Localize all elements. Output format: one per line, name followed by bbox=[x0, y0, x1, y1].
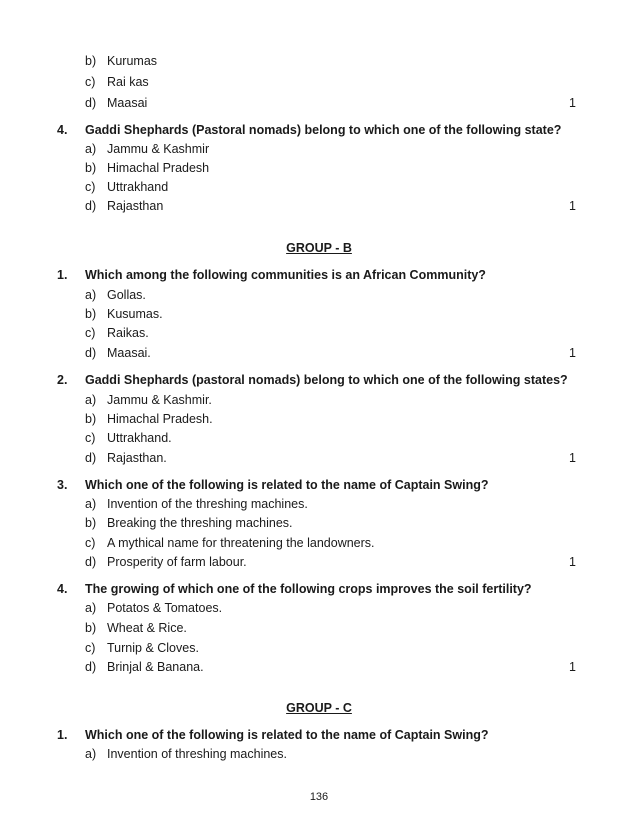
option-text: Rai kas bbox=[107, 75, 149, 89]
option-letter: a) bbox=[85, 497, 97, 511]
question-text: Which one of the following is related to the name of Captain Swing? bbox=[85, 728, 489, 742]
option-letter: b) bbox=[85, 412, 97, 426]
option-letter: d) bbox=[85, 555, 97, 569]
question-text: Which one of the following is related to the name of Captain Swing? bbox=[85, 478, 489, 492]
option-letter: a) bbox=[85, 288, 97, 302]
option-text: Raikas. bbox=[107, 326, 149, 340]
marks-value: 1 bbox=[569, 199, 576, 213]
option-letter: c) bbox=[85, 180, 96, 194]
option-text: Uttrakhand. bbox=[107, 431, 172, 445]
option-letter: a) bbox=[85, 393, 97, 407]
option-text: Uttrakhand bbox=[107, 180, 169, 194]
option-text: Himachal Pradesh bbox=[107, 161, 210, 175]
option-letter: c) bbox=[85, 431, 96, 445]
question-text: The growing of which one of the following crops improves the soil fertility? bbox=[85, 582, 532, 596]
option-letter: b) bbox=[85, 621, 97, 635]
option-letter: d) bbox=[85, 346, 97, 360]
option-letter: b) bbox=[85, 307, 97, 321]
option-text: Turnip & Cloves. bbox=[107, 641, 199, 655]
option-text: Rajasthan bbox=[107, 199, 164, 213]
option-letter: a) bbox=[85, 142, 97, 156]
option-text: Breaking the threshing machines. bbox=[107, 516, 293, 530]
section-heading: GROUP - C bbox=[286, 701, 352, 715]
option-text: Kusumas. bbox=[107, 307, 163, 321]
option-letter: c) bbox=[85, 326, 96, 340]
question-text: Which among the following communities is an African Community? bbox=[85, 268, 486, 282]
question-number: 3. bbox=[57, 478, 68, 492]
option-text: Kurumas bbox=[107, 54, 158, 68]
question-number: 1. bbox=[57, 728, 68, 742]
option-letter: d) bbox=[85, 96, 97, 110]
option-text: Invention of threshing machines. bbox=[107, 747, 287, 761]
marks-value: 1 bbox=[569, 346, 576, 360]
page-number: 136 bbox=[309, 791, 329, 803]
question-number: 2. bbox=[57, 373, 68, 387]
option-letter: d) bbox=[85, 199, 97, 213]
option-text: Gollas. bbox=[107, 288, 146, 302]
option-letter: d) bbox=[85, 660, 97, 674]
question-number: 1. bbox=[57, 268, 68, 282]
option-letter: b) bbox=[85, 54, 97, 68]
option-letter: d) bbox=[85, 451, 97, 465]
marks-value: 1 bbox=[569, 96, 576, 110]
option-text: Wheat & Rice. bbox=[107, 621, 187, 635]
option-text: A mythical name for threatening the landowners. bbox=[107, 536, 375, 550]
option-letter: a) bbox=[85, 601, 97, 615]
option-text: Invention of the threshing machines. bbox=[107, 497, 308, 511]
option-text: Potatos & Tomatoes. bbox=[107, 601, 223, 615]
option-text: Jammu & Kashmir. bbox=[107, 393, 212, 407]
question-number: 4. bbox=[57, 123, 68, 137]
question-number: 4. bbox=[57, 582, 68, 596]
question-text: Gaddi Shephards (pastoral nomads) belong to which one of the following states? bbox=[85, 373, 568, 387]
option-letter: c) bbox=[85, 536, 96, 550]
marks-value: 1 bbox=[569, 660, 576, 674]
option-text: Brinjal & Banana. bbox=[107, 660, 204, 674]
option-text: Jammu & Kashmir bbox=[107, 142, 210, 156]
marks-value: 1 bbox=[569, 451, 576, 465]
option-text: Prosperity of farm labour. bbox=[107, 555, 247, 569]
option-text: Rajasthan. bbox=[107, 451, 167, 465]
option-letter: a) bbox=[85, 747, 97, 761]
option-letter: b) bbox=[85, 161, 97, 175]
option-letter: c) bbox=[85, 641, 96, 655]
option-letter: c) bbox=[85, 75, 96, 89]
option-text: Himachal Pradesh. bbox=[107, 412, 213, 426]
option-text: Maasai bbox=[107, 96, 148, 110]
section-heading: GROUP - B bbox=[286, 241, 352, 255]
question-text: Gaddi Shephards (Pastoral nomads) belong to which one of the following state? bbox=[85, 123, 562, 137]
option-text: Maasai. bbox=[107, 346, 151, 360]
marks-value: 1 bbox=[569, 555, 576, 569]
option-letter: b) bbox=[85, 516, 97, 530]
